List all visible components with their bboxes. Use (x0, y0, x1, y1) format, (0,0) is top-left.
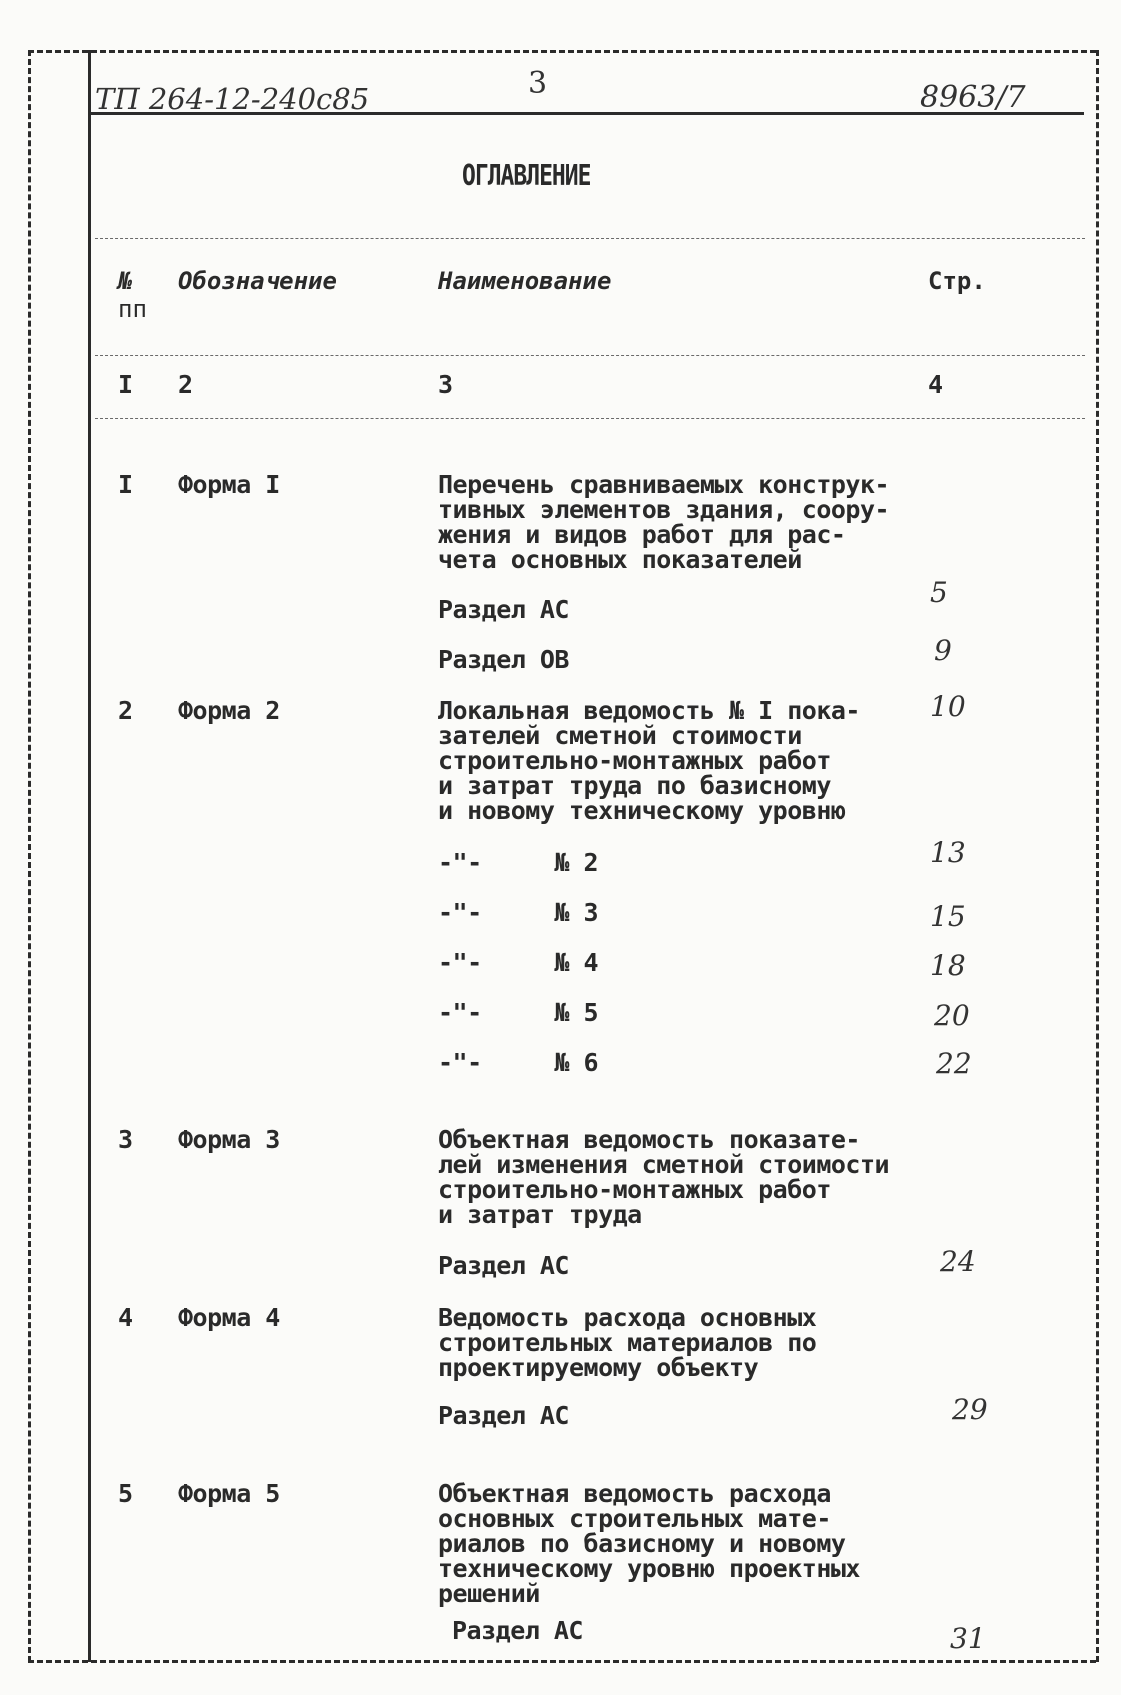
entry-num: 5 (118, 1479, 133, 1508)
entry-name: Раздел АС (452, 1616, 583, 1645)
entry-page: 9 (934, 634, 952, 667)
entry-name: Раздел АС (438, 1251, 569, 1280)
col-header-num: № (118, 267, 133, 295)
col-header-designation: Обозначение (178, 267, 337, 295)
entry-form: Форма 4 (178, 1303, 280, 1332)
entry-name: Раздел ОВ (438, 645, 569, 674)
entry-page: 22 (936, 1047, 972, 1080)
document-code: ТП 264-12-240с85 (95, 82, 370, 116)
entry-page: 31 (950, 1622, 986, 1655)
col-header-num-pp: пп (118, 295, 147, 323)
entry-page: 20 (934, 999, 970, 1032)
col-number-2: 2 (178, 370, 193, 399)
entry-page: 5 (930, 576, 948, 609)
entry-page: 13 (930, 836, 966, 869)
entry-name: Локальная ведомость № I пока- зателей сметной стоимости строительно-монтажных работ и затрат труда по базисному и новому техническому уровню (438, 696, 860, 825)
entry-num: 4 (118, 1303, 133, 1332)
col-number-3: 3 (438, 370, 453, 399)
entry-num: I (118, 470, 133, 499)
margin-line (88, 50, 91, 1662)
entry-name: -"- № 4 (438, 948, 599, 977)
entry-name: Ведомость расхода основных строительных материалов по проектируемому объекту (438, 1303, 817, 1382)
col-number-1: I (118, 370, 133, 399)
col-number-4: 4 (928, 370, 943, 399)
entry-form: Форма 5 (178, 1479, 280, 1508)
entry-name: Раздел АС (438, 595, 569, 624)
entry-name: -"- № 2 (438, 848, 599, 877)
frame-bottom-border (28, 1660, 1096, 1663)
entry-name: Перечень сравниваемых конструк- тивных элементов здания, соору- жения и видов работ для рас- чета основных показателей (438, 470, 890, 574)
col-header-name: Наименование (438, 267, 612, 295)
entry-page: 29 (952, 1393, 988, 1426)
table-top-line (95, 238, 1085, 239)
entry-name: Объектная ведомость показате- лей изменения сметной стоимости строительно-монтажных работ и затрат труда (438, 1125, 890, 1229)
entry-form: Форма 3 (178, 1125, 280, 1154)
frame-left-border (28, 50, 31, 1662)
entry-num: 2 (118, 696, 133, 725)
col-header-page: Стр. (928, 267, 986, 295)
entry-name: Раздел АС (438, 1401, 569, 1430)
frame-right-border (1096, 50, 1099, 1662)
page-title: ОГЛАВЛЕНИЕ (462, 159, 591, 193)
entry-name: -"- № 5 (438, 998, 599, 1027)
entry-page: 15 (930, 900, 966, 933)
entry-num: 3 (118, 1125, 133, 1154)
entry-page: 10 (930, 690, 966, 723)
entry-page: 24 (940, 1245, 976, 1278)
entry-form: Форма I (178, 470, 280, 499)
page-number: 3 (528, 66, 548, 101)
entry-name: -"- № 3 (438, 898, 599, 927)
entry-form: Форма 2 (178, 696, 280, 725)
archive-number: 8963/7 (920, 80, 1026, 115)
entry-name: -"- № 6 (438, 1048, 599, 1077)
header-separator-line (95, 355, 1085, 356)
column-numbers-separator-line (95, 418, 1085, 419)
frame-top-border (28, 50, 1096, 53)
entry-name: Объектная ведомость расхода основных строительных мате- риалов по базисному и новому техническому уровню проектных решений (438, 1479, 860, 1608)
entry-page: 18 (930, 949, 966, 982)
